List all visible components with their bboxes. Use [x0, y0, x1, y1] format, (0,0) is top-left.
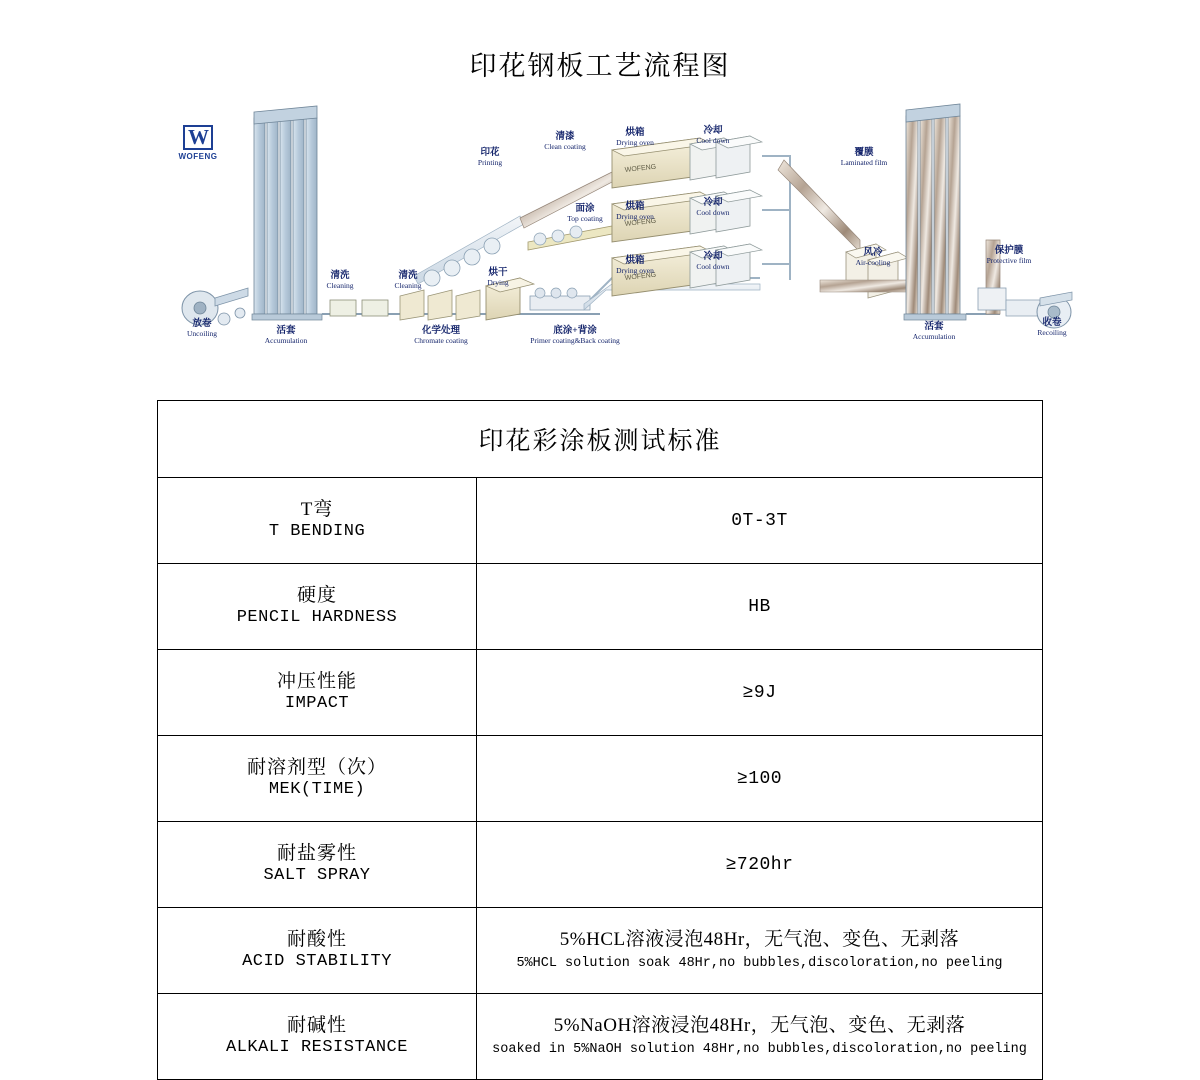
- table-row: [158, 736, 1043, 822]
- spec-name-cn: 冲压性能: [276, 670, 357, 692]
- spec-value-main: 0T-3T: [731, 510, 788, 531]
- flow-label-cleaning-2: 清洗 Cleaning: [394, 271, 422, 290]
- spec-value-cell: [477, 478, 1043, 564]
- spec-value-cell: [477, 650, 1043, 736]
- table-title-row: [158, 401, 1043, 478]
- accumulation-tower-right: [904, 104, 966, 320]
- logo-name: WOFENG: [178, 152, 218, 161]
- company-logo: [168, 125, 228, 161]
- spec-name-cn: 耐溶剂型（次）: [246, 756, 387, 778]
- flow-label-cool-down-bottom: 冷却 Cool down: [696, 252, 730, 271]
- spec-table-title: 印花彩涂板测试标准: [158, 401, 1043, 478]
- spec-value-cn: 5%HCL溶液浸泡48Hr，无气泡、变色、无剥落: [559, 929, 960, 951]
- spec-value-cell: [477, 908, 1043, 994]
- flow-label-cool-down-middle: 冷却 Cool down: [696, 198, 730, 217]
- right-connectors: [762, 156, 910, 298]
- spec-value-cell: [477, 822, 1043, 908]
- table-row: [158, 994, 1043, 1080]
- spec-name-cell: [158, 564, 477, 650]
- spec-name-cell: [158, 908, 477, 994]
- table-row: [158, 822, 1043, 908]
- spec-value-main: ≥100: [736, 768, 783, 789]
- flow-label-cool-down-top: 冷却 Cool down: [696, 126, 730, 145]
- spec-name-cn: T弯: [300, 498, 334, 520]
- flow-label-uncoiling: 放卷 Uncoiling: [187, 319, 217, 338]
- page-title: 印花钢板工艺流程图: [469, 51, 731, 81]
- spec-value-main: HB: [748, 596, 771, 617]
- accumulation-tower-left: [252, 106, 322, 320]
- flow-label-drying-oven-top: 烘箱 Drying oven: [616, 128, 654, 147]
- flow-label-cleaning-1: 清洗 Cleaning: [326, 271, 354, 290]
- spec-value-main: ≥720hr: [725, 854, 794, 875]
- flow-label-accumulation-right: 活套 Accumulation: [912, 322, 956, 341]
- spec-name-cell: [158, 994, 477, 1080]
- spec-table: [157, 400, 1043, 1080]
- flow-label-laminated-film: 覆膜 Laminated film: [840, 148, 888, 167]
- flow-label-clean-coating: 清漆 Clean coating: [544, 132, 586, 151]
- spec-name-en: PENCIL HARDNESS: [236, 608, 398, 628]
- flow-label-recoiling: 收卷 Recoiling: [1037, 318, 1067, 337]
- table-row: [158, 478, 1043, 564]
- spec-name-cell: [158, 736, 477, 822]
- recoiler-group: [966, 240, 1072, 328]
- flow-label-top-coating: 面涂 Top coating: [567, 204, 603, 223]
- spec-name-en: T BENDING: [268, 522, 366, 542]
- spec-name-en: MEK(TIME): [268, 780, 366, 800]
- spec-name-cn: 耐碱性: [286, 1014, 347, 1036]
- spec-name-en: ACID STABILITY: [242, 952, 392, 972]
- table-row: [158, 650, 1043, 736]
- spec-value-cell: [477, 994, 1043, 1080]
- svg-text:WOFENG: WOFENG: [624, 217, 657, 228]
- logo-mark: W: [183, 125, 213, 150]
- spec-name-cn: 耐盐雾性: [276, 842, 357, 864]
- flow-label-chromate-coating: 化学处理 Chromate coating: [414, 326, 468, 345]
- spec-name-en: IMPACT: [284, 694, 350, 714]
- spec-name-cn: 耐酸性: [286, 928, 347, 950]
- spec-name-en: SALT SPRAY: [263, 866, 371, 886]
- flow-label-printing: 印花 Printing: [477, 148, 503, 167]
- uncoiler-group: [182, 288, 248, 325]
- spec-name-cell: [158, 650, 477, 736]
- spec-value-en: soaked in 5%NaOH solution 48Hr,no bubbles,discoloration,no peeling: [492, 1041, 1027, 1057]
- flow-label-primer-back-coating: 底涂+背涂 Primer coating&Back coating: [530, 326, 620, 345]
- spec-name-cell: [158, 822, 477, 908]
- table-row: [158, 908, 1043, 994]
- svg-text:WOFENG: WOFENG: [624, 163, 657, 174]
- flow-label-drying-oven-bottom: 烘箱 Drying oven: [616, 256, 654, 275]
- spec-value-en: 5%HCL solution soak 48Hr,no bubbles,discoloration,no peeling: [516, 955, 1003, 971]
- spec-value-cn: 5%NaOH溶液浸泡48Hr，无气泡、变色、无剥落: [553, 1015, 966, 1037]
- flow-label-protective-film: 保护膜 Protective film: [986, 246, 1032, 265]
- spec-value-cell: [477, 564, 1043, 650]
- flow-label-air-cooling: 风冷 Air-cooling: [855, 248, 891, 267]
- flow-label-drying-oven-middle: 烘箱 Drying oven: [616, 202, 654, 221]
- flow-label-drying: 烘干 Drying: [487, 268, 509, 287]
- spec-value-cell: [477, 736, 1043, 822]
- table-row: [158, 564, 1043, 650]
- spec-name-en: ALKALI RESISTANCE: [226, 1038, 408, 1058]
- flow-label-accumulation-left: 活套 Accumulation: [264, 326, 308, 345]
- svg-text:WOFENG: WOFENG: [624, 271, 657, 282]
- spec-name-cell: [158, 478, 477, 564]
- spec-value-main: ≥9J: [742, 682, 777, 703]
- spec-name-cn: 硬度: [296, 584, 337, 606]
- process-flow-diagram: [0, 100, 1200, 370]
